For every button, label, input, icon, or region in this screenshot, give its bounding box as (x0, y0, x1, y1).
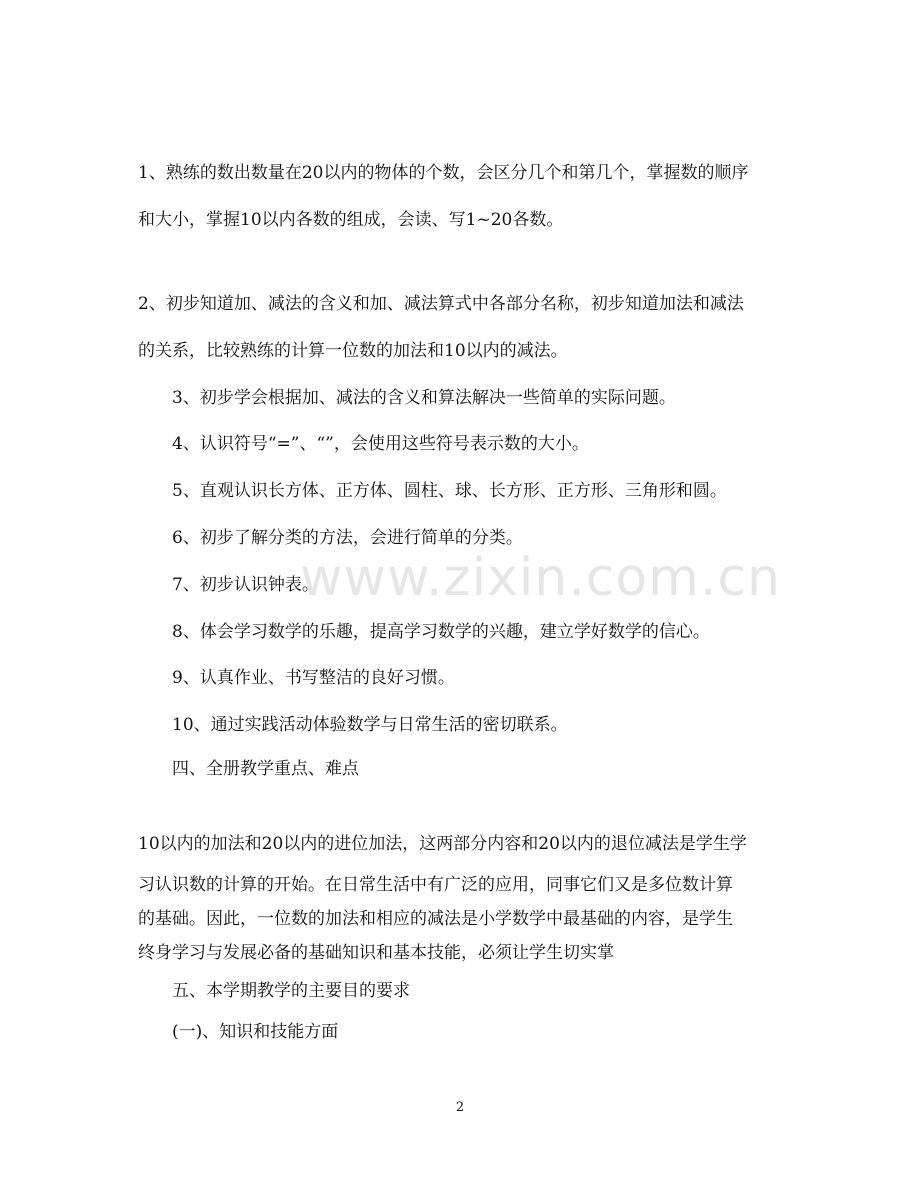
list-item-10: 10、通过实践活动体验数学与日常生活的密切联系。 (172, 715, 568, 735)
subheading-knowledge-skills: (一)、知识和技能方面 (172, 1022, 339, 1042)
paragraph-3-line-2: 习认识数的计算的开始。在日常生活中有广泛的应用，同事它们又是多位数计算 (138, 875, 733, 895)
list-item-4: 4、认识符号“=”、“”，会使用这些符号表示数的大小。 (172, 434, 589, 454)
paragraph-3-line-4: 终身学习与发展必备的基础知识和基本技能，必须让学生切实掌 (138, 943, 614, 963)
watermark: www.zixin.com.cn (300, 548, 781, 608)
section-heading-5: 五、本学期教学的主要目的要求 (172, 981, 410, 1001)
list-item-9: 9、认真作业、书写整洁的良好习惯。 (172, 668, 455, 688)
list-item-5: 5、直观认识长方体、正方体、圆柱、球、长方形、正方形、三角形和圆。 (172, 481, 727, 501)
list-item-8: 8、体会学习数学的乐趣，提高学习数学的兴趣，建立学好数学的信心。 (172, 622, 710, 642)
list-item-7: 7、初步认识钟表。 (172, 575, 319, 595)
list-item-6: 6、初步了解分类的方法，会进行简单的分类。 (172, 528, 523, 548)
page-number: 2 (455, 1100, 465, 1115)
paragraph-3-line-3: 的基础。因此，一位数的加法和相应的减法是小学数学中最基础的内容，是学生 (138, 909, 733, 929)
paragraph-2-line-2: 的关系，比较熟练的计算一位数的加法和10以内的减法。 (138, 341, 568, 361)
paragraph-3-line-1: 10以内的加法和20以内的进位加法，这两部分内容和20以内的退位减法是学生学 (138, 834, 747, 854)
paragraph-1-line-1: 1、熟练的数出数量在20以内的物体的个数，会区分几个和第几个，掌握数的顺序 (138, 163, 749, 183)
list-item-3: 3、初步学会根据加、减法的含义和算法解决一些简单的实际问题。 (172, 388, 676, 408)
section-heading-4: 四、全册教学重点、难点 (172, 759, 359, 779)
paragraph-2-line-1: 2、初步知道加、减法的含义和加、减法算式中各部分名称，初步知道加法和减法 (138, 294, 744, 314)
paragraph-1-line-2: 和大小，掌握10以内各数的组成，会读、写1~20各数。 (138, 210, 564, 230)
